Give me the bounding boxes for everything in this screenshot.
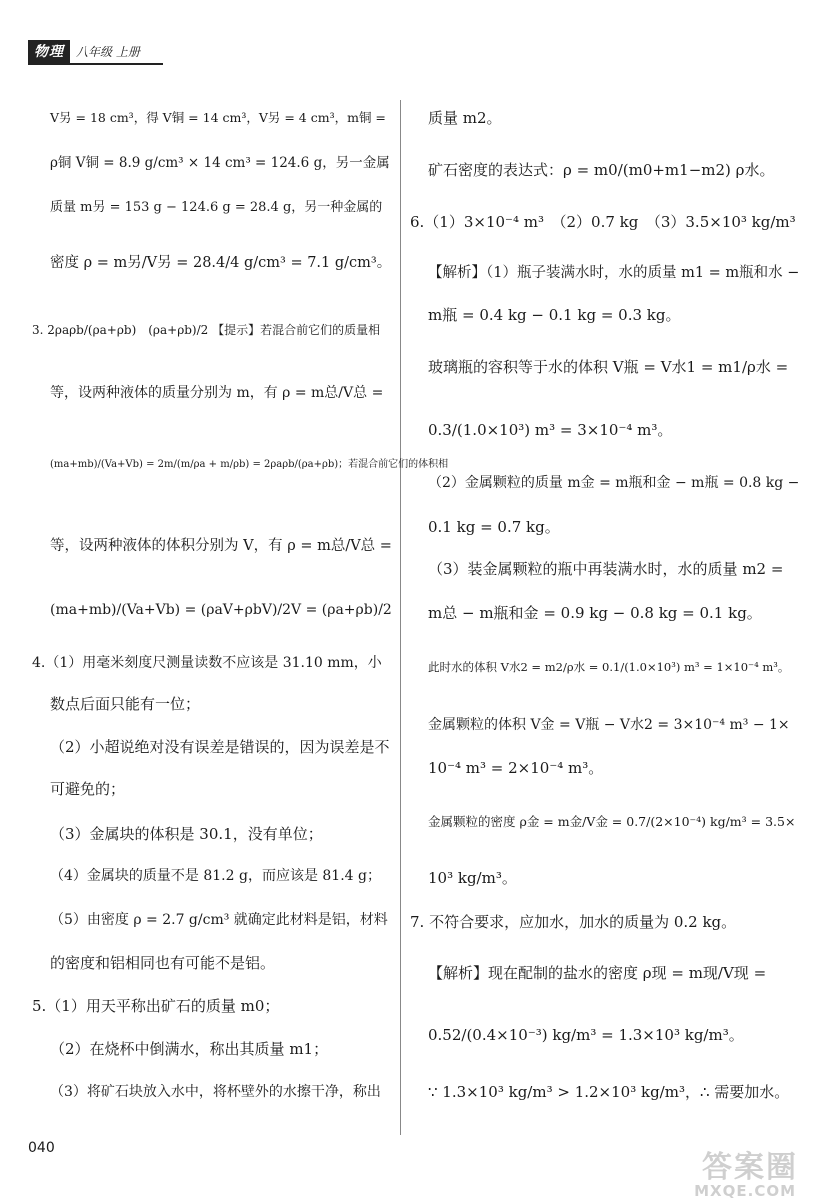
column-divider — [400, 100, 401, 1135]
left-line: 5.（1）用天平称出矿石的质量 m0； — [32, 997, 280, 1015]
left-line: 等，设两种液体的体积分别为 V，有 ρ = m总/V总 = — [50, 538, 392, 554]
right-line: 玻璃瓶的容积等于水的体积 V瓶 = V水1 = m1/ρ水 = — [428, 358, 789, 376]
watermark-url: MXQE.COM — [694, 1182, 796, 1200]
left-line: V另 = 18 cm³，得 V铜 = 14 cm³，V另 = 4 cm³，m铜 = — [50, 110, 386, 125]
left-line: （5）由密度 ρ = 2.7 g/cm³ 就确定此材料是铝，材料 — [50, 912, 388, 928]
grade-label: 八年级 上册 — [76, 44, 140, 59]
right-line: （3）装金属颗粒的瓶中再装满水时，水的质量 m2 = — [428, 560, 784, 578]
left-line: (ma+mb)/(Va+Vb) = (ρaV+ρbV)/2V = (ρa+ρb)/2 — [50, 602, 392, 618]
right-line: 10³ kg/m³。 — [428, 869, 517, 887]
left-line: （3）将矿石块放入水中，将杯壁外的水擦干净，称出 — [50, 1084, 381, 1100]
right-line: （2）金属颗粒的质量 m金 = m瓶和金 − m瓶 = 0.8 kg − — [428, 475, 800, 491]
right-line: m瓶 = 0.4 kg − 0.1 kg = 0.3 kg。 — [428, 306, 681, 324]
right-line: m总 − m瓶和金 = 0.9 kg − 0.8 kg = 0.1 kg。 — [428, 604, 762, 622]
left-line: 3. 2ρaρb/(ρa+ρb) (ρa+ρb)/2 【提示】若混合前它们的质量相 — [32, 323, 381, 337]
right-line: 【解析】（1）瓶子装满水时，水的质量 m1 = m瓶和水 − — [428, 265, 800, 281]
page-header — [28, 41, 140, 61]
header-rule — [28, 63, 163, 65]
right-line: 0.1 kg = 0.7 kg。 — [428, 518, 560, 536]
subject-label: 物理 — [28, 40, 70, 63]
watermark-logo: 答案圈 — [702, 1150, 798, 1185]
left-line: 密度 ρ = m另/V另 = 28.4/4 g/cm³ = 7.1 g/cm³。 — [50, 255, 392, 271]
right-line: 0.3/(1.0×10³) m³ = 3×10⁻⁴ m³。 — [428, 421, 673, 439]
right-line: 金属颗粒的密度 ρ金 = m金/V金 = 0.7/(2×10⁻⁴) kg/m³ = 3.5× — [428, 814, 796, 829]
right-line: 金属颗粒的体积 V金 = V瓶 − V水2 = 3×10⁻⁴ m³ − 1× — [428, 717, 790, 733]
page-number: 040 — [28, 1140, 55, 1156]
right-line: 0.52/(0.4×10⁻³) kg/m³ = 1.3×10³ kg/m³。 — [428, 1026, 744, 1044]
right-line: 质量 m2。 — [428, 109, 502, 127]
right-line: 【解析】现在配制的盐水的密度 ρ现 = m现/V现 = — [428, 964, 767, 982]
left-line: （2）小超说绝对没有误差是错误的，因为误差是不 — [50, 738, 390, 756]
left-line: 质量 m另 = 153 g − 124.6 g = 28.4 g，另一种金属的 — [50, 200, 383, 215]
right-line: 矿石密度的表达式：ρ = m0/(m0+m1−m2) ρ水。 — [428, 161, 775, 179]
left-line: (ma+mb)/(Va+Vb) = 2m/(m/ρa + m/ρb) = 2ρaρb/(ρa+ρb)；若混合前它们的体积相 — [50, 459, 449, 470]
right-line: 10⁻⁴ m³ = 2×10⁻⁴ m³。 — [428, 759, 604, 777]
right-line: 7. 不符合要求，应加水，加水的质量为 0.2 kg。 — [410, 913, 737, 931]
right-line: 6.（1）3×10⁻⁴ m³ （2）0.7 kg （3）3.5×10³ kg/m³ — [410, 213, 796, 231]
right-line: 此时水的体积 V水2 = m2/ρ水 = 0.1/(1.0×10³) m³ = 1×10⁻⁴ m³。 — [428, 660, 790, 674]
left-line: ρ铜 V铜 = 8.9 g/cm³ × 14 cm³ = 124.6 g，另一金属 — [50, 155, 390, 171]
right-line: ∵ 1.3×10³ kg/m³ > 1.2×10³ kg/m³，∴ 需要加水。 — [428, 1083, 790, 1101]
left-line: 4.（1）用毫米刻度尺测量读数不应该是 31.10 mm，小 — [32, 655, 382, 671]
left-line: 数点后面只能有一位； — [50, 695, 201, 713]
left-line: （3）金属块的体积是 30.1，没有单位； — [50, 825, 323, 843]
left-line: （2）在烧杯中倒满水，称出其质量 m1； — [50, 1040, 329, 1058]
left-line: 可避免的； — [50, 780, 126, 798]
left-line: 等，设两种液体的质量分别为 m，有 ρ = m总/V总 = — [50, 385, 384, 401]
left-line: （4）金属块的质量不是 81.2 g，而应该是 81.4 g； — [50, 868, 381, 884]
left-line: 的密度和铝相同也有可能不是铝。 — [50, 954, 276, 972]
